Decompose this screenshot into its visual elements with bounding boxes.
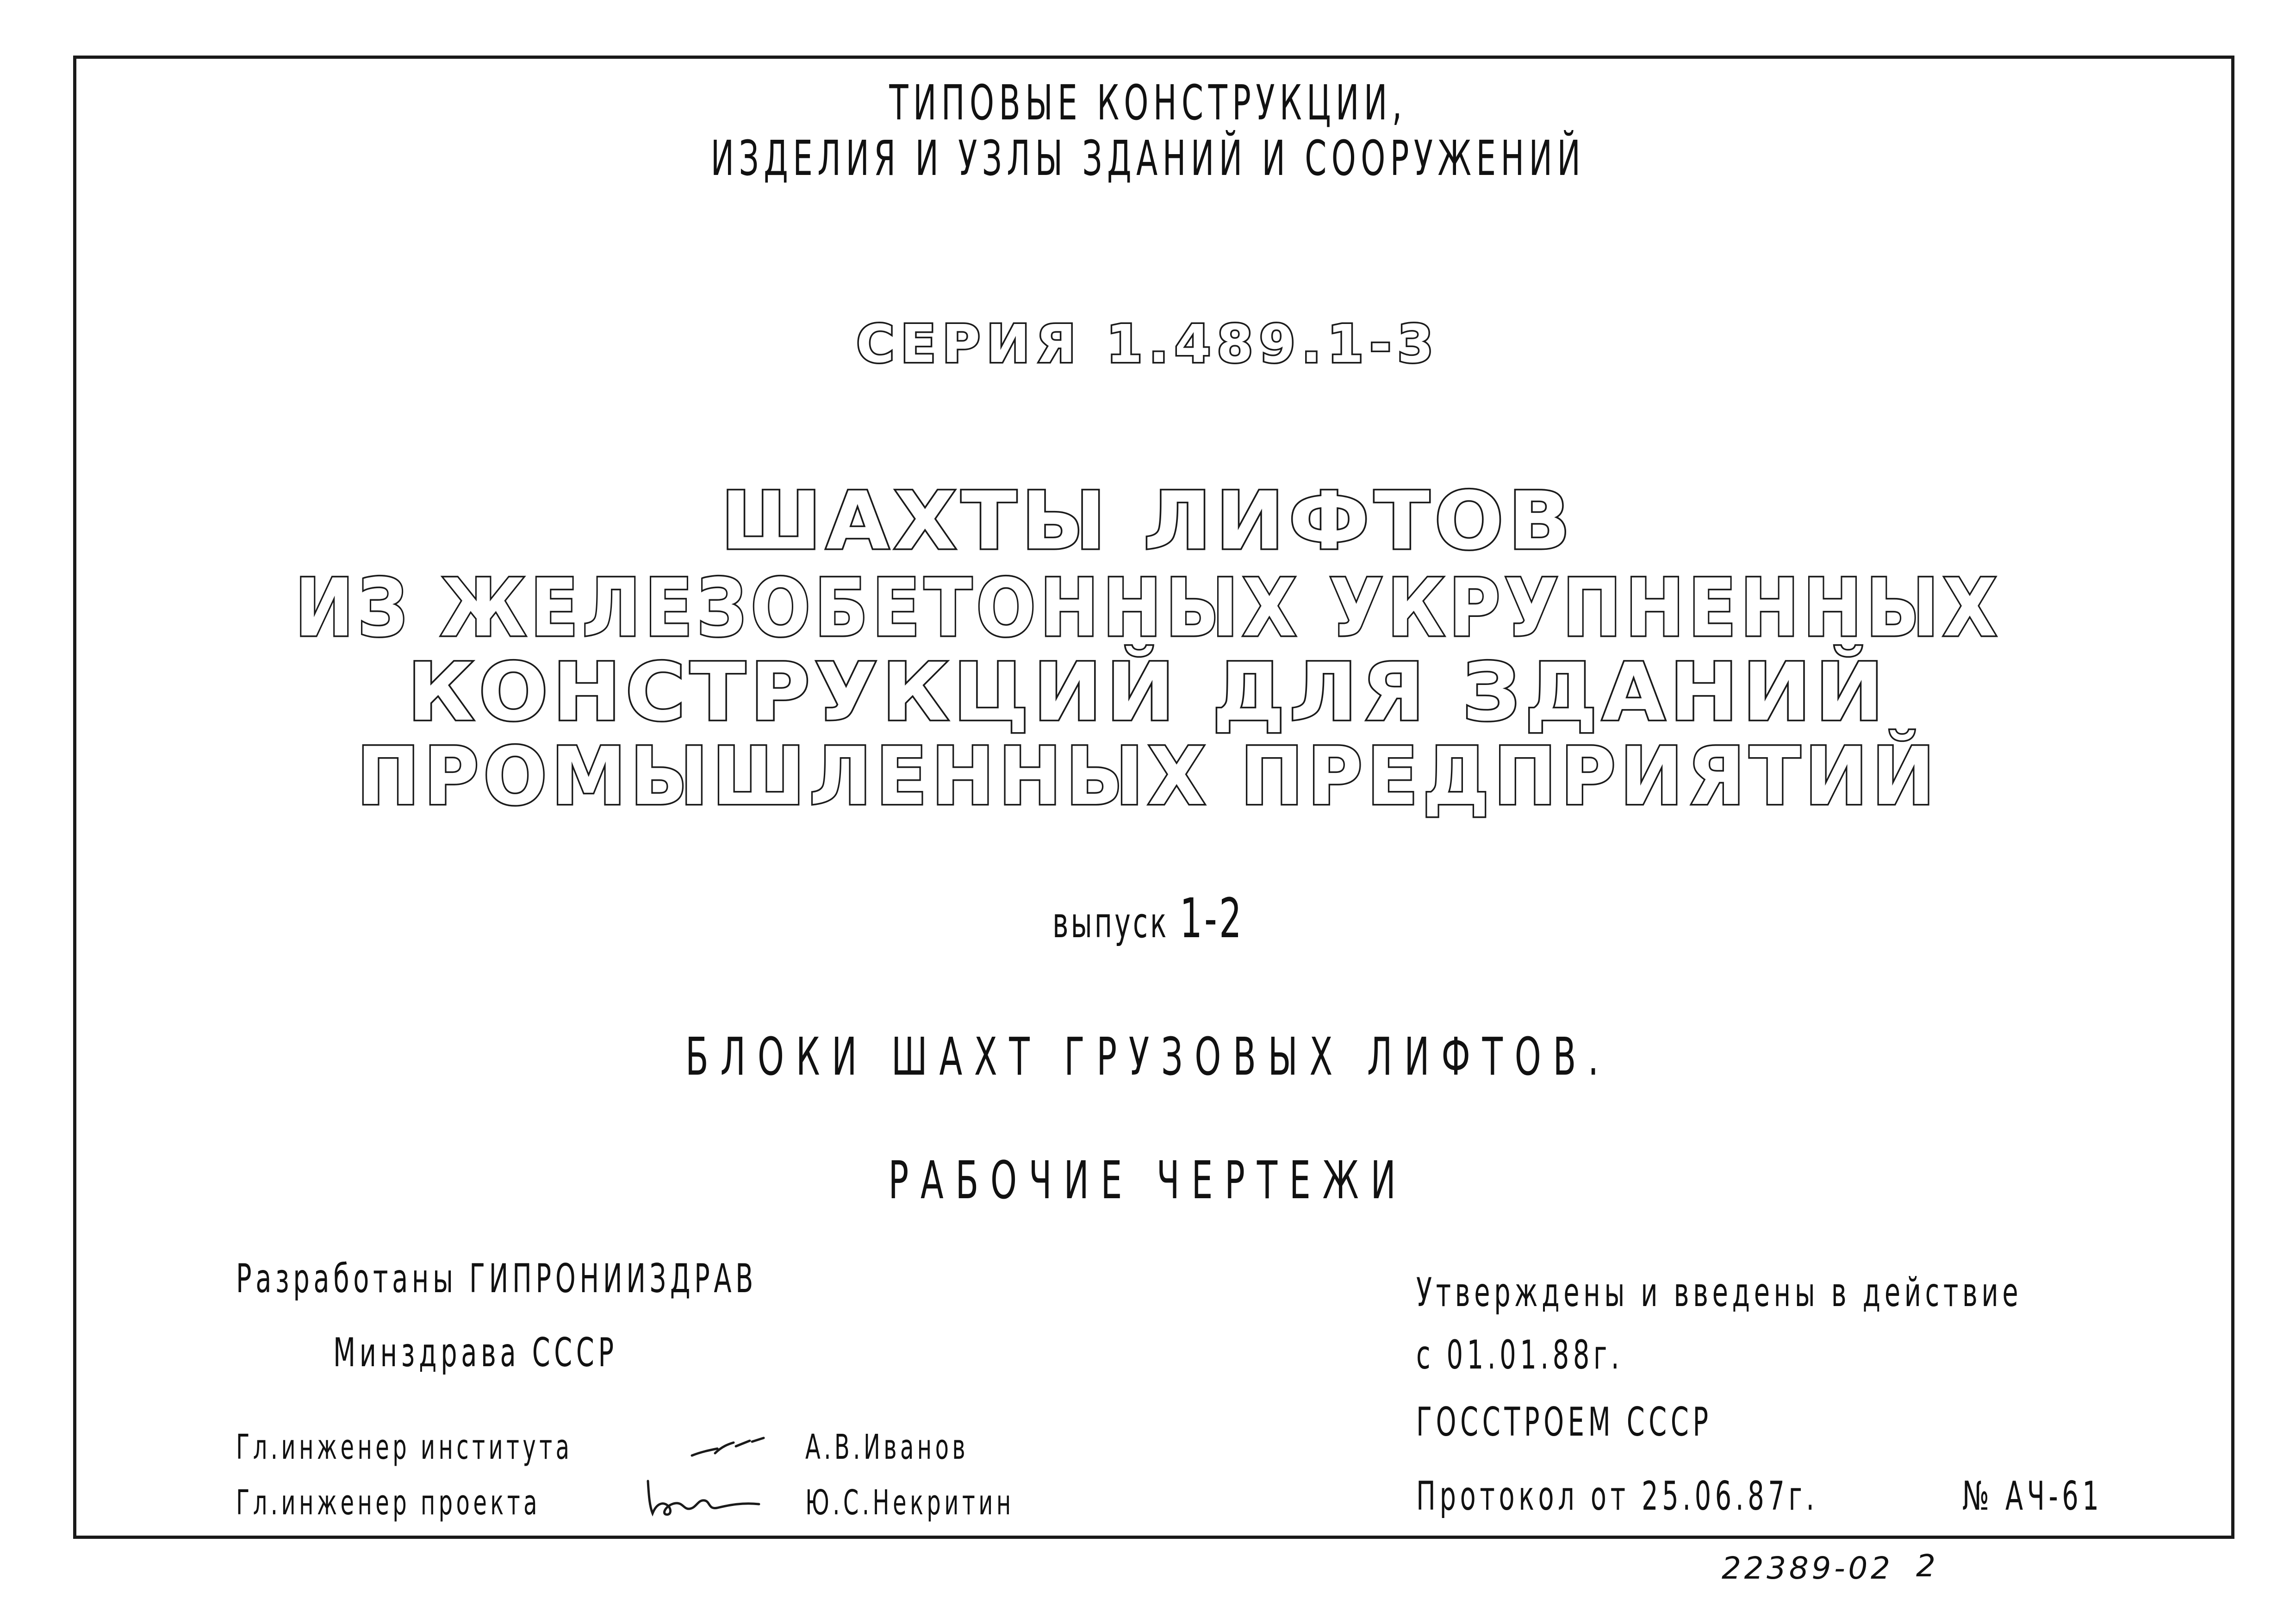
issue-line xyxy=(322,886,1975,950)
approval-authority: ГОССТРОЕМ СССР xyxy=(1416,1399,1712,1445)
subtitle-line-1: БЛОКИ ШАХТ ГРУЗОВЫХ ЛИФТОВ. xyxy=(685,1027,1611,1087)
series-label: СЕРИЯ 1.489.1-3 xyxy=(856,314,1440,374)
header-line-1: ТИПОВЫЕ КОНСТРУКЦИИ, xyxy=(889,75,1407,131)
signature-2-icon xyxy=(643,1472,764,1523)
title-line-4: ПРОМЫШЛЕННЫХ ПРЕДПРИЯТИЙ xyxy=(357,730,1939,823)
approval-date: с 01.01.88г. xyxy=(1416,1332,1624,1378)
sheet-code: 22389-02 xyxy=(1722,1550,1893,1586)
approval-protocol: Протокол от 25.06.87г. xyxy=(1416,1473,1818,1519)
approval-line-1: Утверждены и введены в действие xyxy=(1416,1269,2022,1316)
signatory-1-name: А.В.Иванов xyxy=(805,1427,969,1467)
approval-protocol-number: № АЧ-61 xyxy=(1962,1473,2103,1519)
signatory-2-name: Ю.С.Некритин xyxy=(805,1483,1014,1523)
issue-number: 1-2 xyxy=(1180,886,1244,950)
signature-1-icon xyxy=(690,1432,768,1465)
developer-line-2: Минздрава СССР xyxy=(333,1330,618,1376)
issue-label: выпуск xyxy=(1052,899,1169,947)
sheet-page-number: 2 xyxy=(1916,1548,1939,1584)
developer-line-1: Разработаны ГИПРОНИИЗДРАВ xyxy=(236,1256,758,1302)
signatory-2-role: Гл.инженер проекта xyxy=(236,1483,541,1523)
title-line-2: ИЗ ЖЕЛЕЗОБЕТОННЫХ УКРУПНЕННЫХ xyxy=(295,561,2001,654)
header-line-2: ИЗДЕЛИЯ И УЗЛЫ ЗДАНИЙ И СООРУЖЕНИЙ xyxy=(710,130,1586,187)
signatory-1-role: Гл.инженер института xyxy=(236,1427,573,1467)
subtitle-line-2: РАБОЧИЕ ЧЕРТЕЖИ xyxy=(888,1151,1408,1211)
title-line-3: КОНСТРУКЦИЙ ДЛЯ ЗДАНИЙ xyxy=(407,646,1889,739)
title-line-1: ШАХТЫ ЛИФТОВ xyxy=(721,474,1575,567)
